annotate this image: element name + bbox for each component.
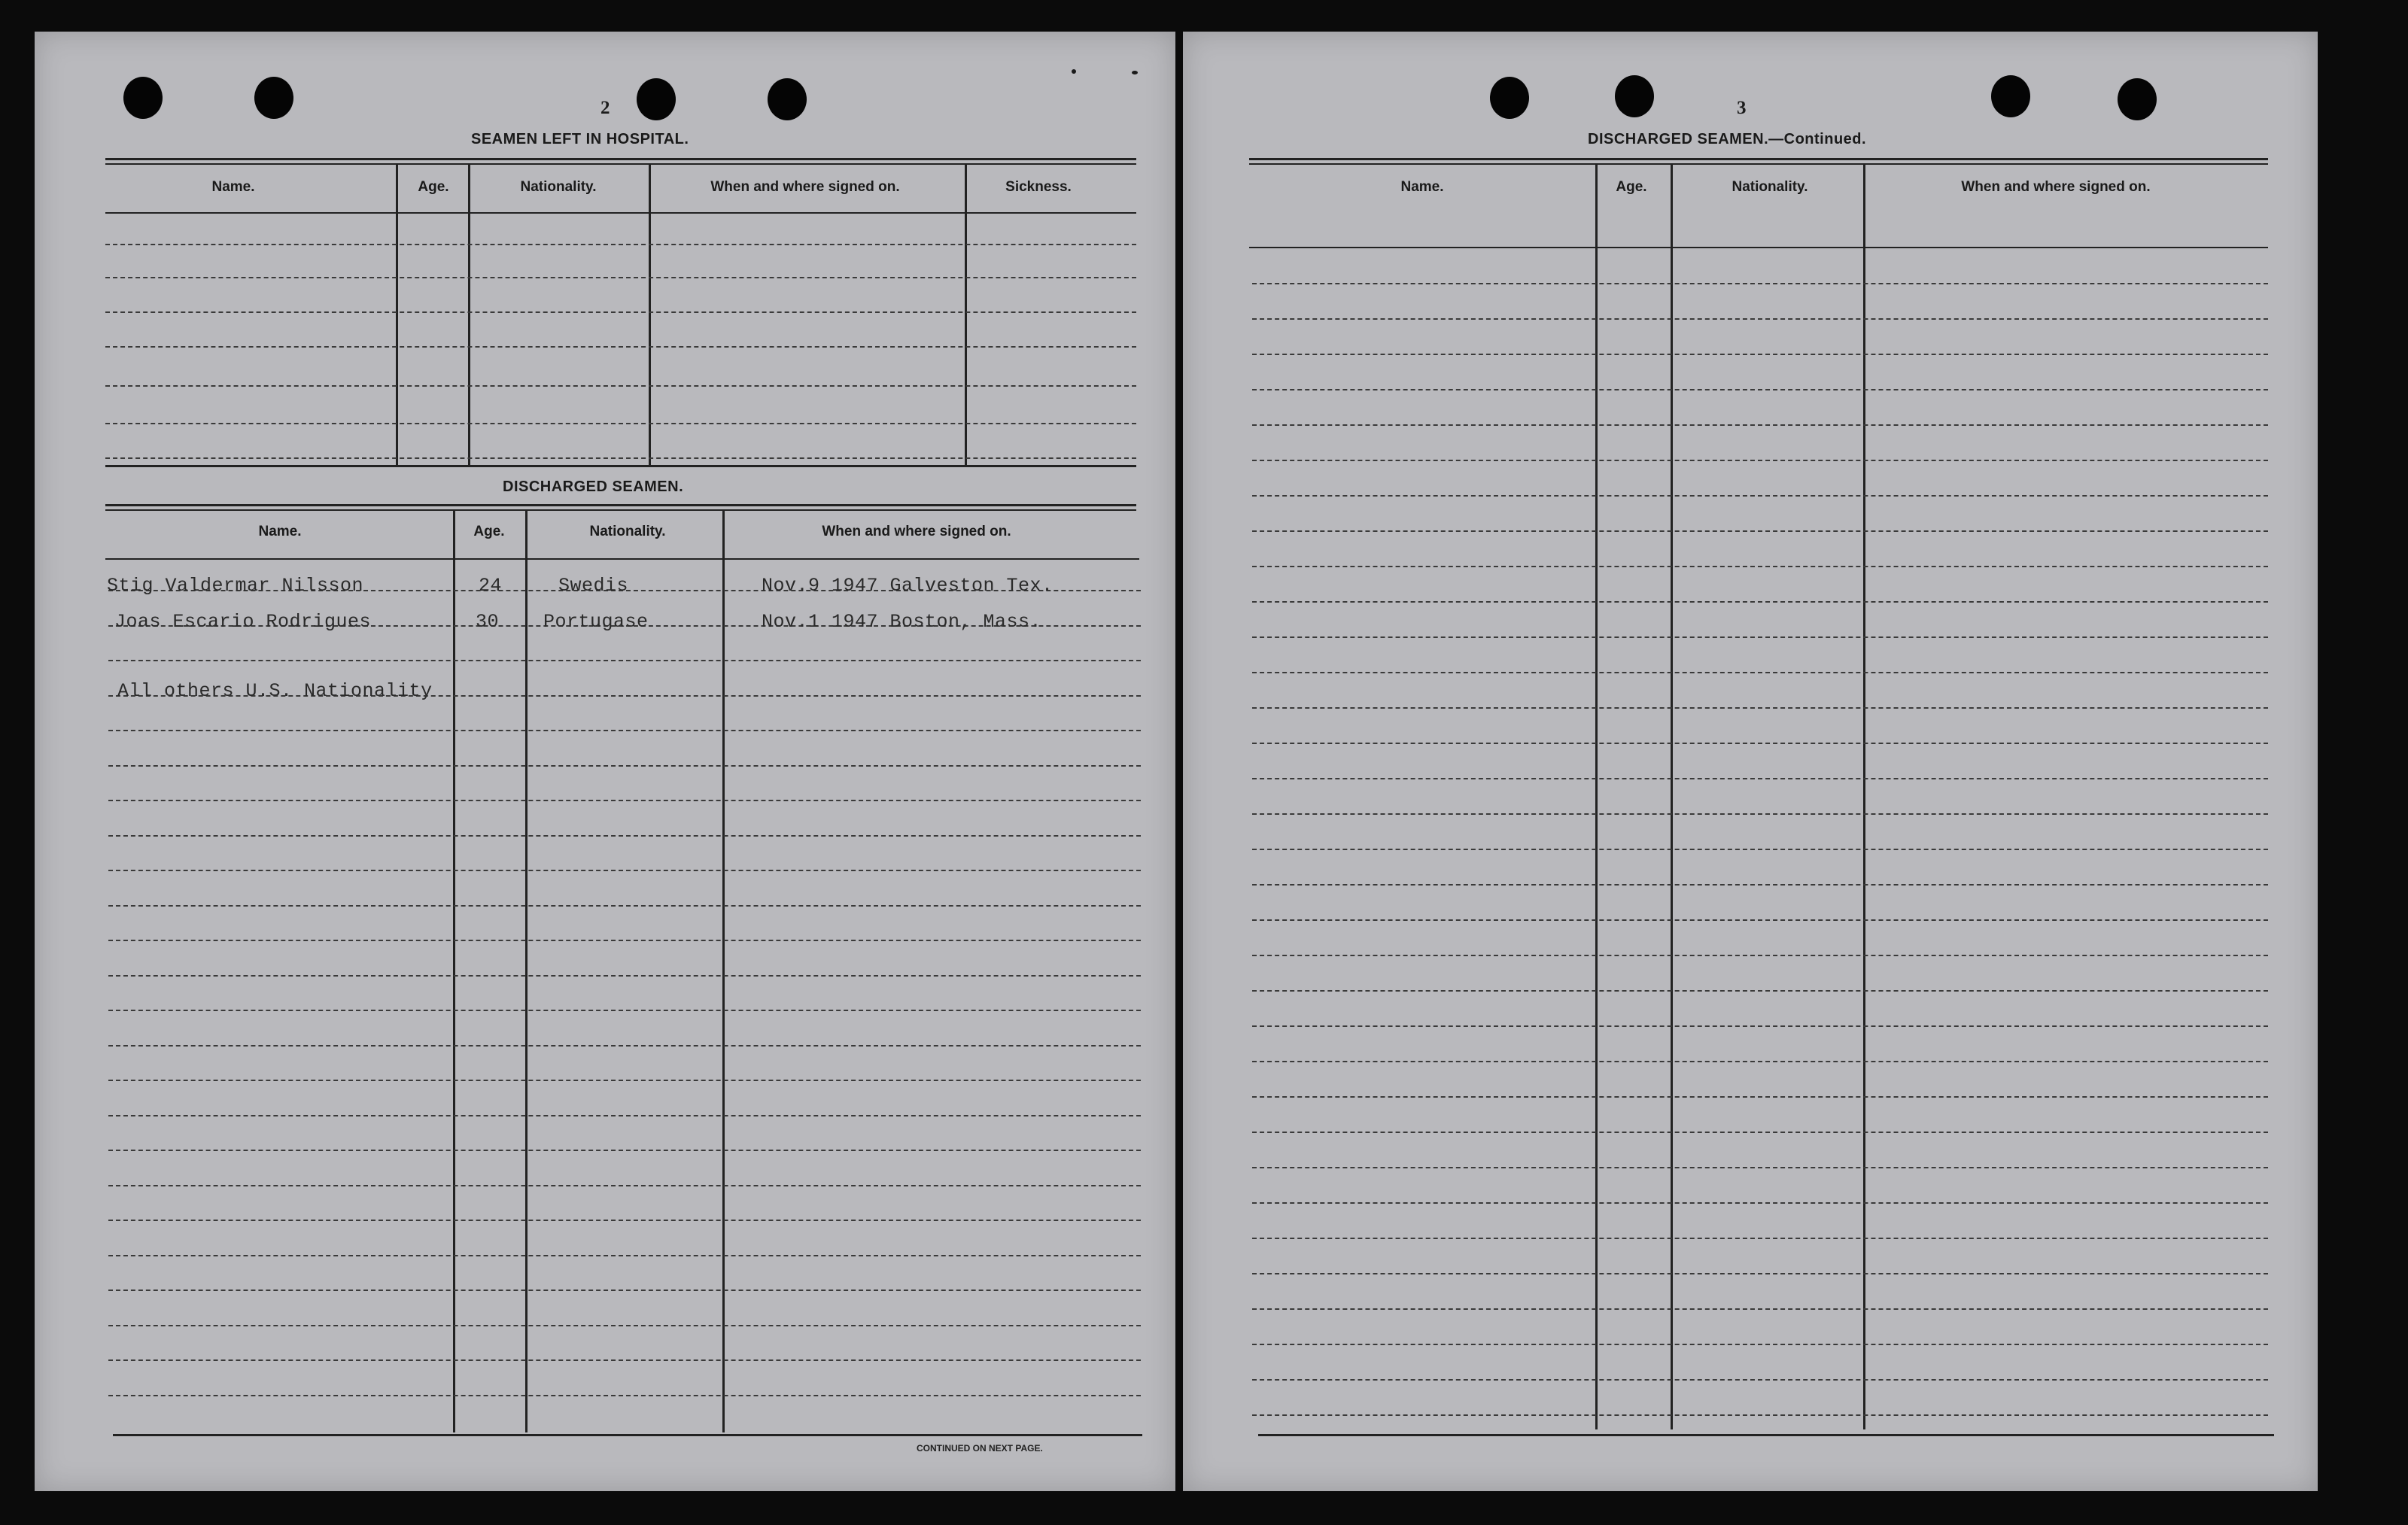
ruled-line (1252, 1061, 2268, 1062)
ruled-line (108, 1255, 1141, 1256)
col-header-age: Age. (473, 524, 505, 539)
ruled-line (108, 1290, 1141, 1291)
rule (113, 1434, 1142, 1436)
ruled-line (105, 385, 1136, 387)
rule (105, 212, 1136, 214)
ruled-line (1252, 389, 2268, 390)
ruled-line (1252, 743, 2268, 744)
ruled-line (108, 835, 1141, 837)
column-divider (453, 510, 455, 1432)
seaman-age: 30 (476, 611, 500, 633)
ruled-line (1252, 636, 2268, 638)
ruled-line (1252, 460, 2268, 461)
ruled-line (108, 1359, 1141, 1361)
rule (1258, 1434, 2274, 1436)
ruled-line (1252, 778, 2268, 779)
punch-hole (254, 77, 293, 119)
ruled-line (1252, 1132, 2268, 1133)
ruled-line (105, 457, 1136, 459)
ruled-line (108, 765, 1141, 767)
ruled-line (108, 1325, 1141, 1326)
ruled-line (108, 1150, 1141, 1151)
speck (1072, 69, 1076, 74)
column-divider (396, 164, 398, 465)
ruled-line (108, 730, 1141, 731)
ruled-line (1252, 1167, 2268, 1168)
speck (1132, 71, 1138, 74)
col-header-nationality: Nationality. (1732, 179, 1808, 195)
ruled-line (1252, 354, 2268, 355)
column-divider (649, 164, 651, 465)
col-header-sickness: Sickness. (1005, 179, 1072, 195)
page-number: 3 (1737, 98, 1747, 118)
ruled-line (108, 1010, 1141, 1011)
column-divider (468, 164, 470, 465)
ruled-line (108, 660, 1141, 661)
col-header-nationality: Nationality. (589, 524, 666, 539)
col-header-name: Name. (258, 524, 302, 539)
continued-note: CONTINUED ON NEXT PAGE. (917, 1443, 1043, 1454)
seaman-signed-on: Nov.9 1947 Galveston Tex. (762, 575, 1054, 597)
ruled-line (1252, 849, 2268, 850)
ruled-line (105, 244, 1136, 245)
ruled-line (1252, 1238, 2268, 1239)
punch-hole (637, 78, 676, 120)
rule (105, 158, 1136, 160)
ruled-line (1252, 707, 2268, 709)
ruled-line (1252, 530, 2268, 532)
nationality-note: All others U.S. Nationality (117, 680, 433, 702)
ruled-line (108, 975, 1141, 977)
col-header-signed-on: When and where signed on. (710, 179, 900, 195)
column-divider (965, 164, 967, 465)
ruled-line (1252, 1202, 2268, 1204)
column-divider (525, 510, 528, 1432)
punch-hole (1615, 75, 1654, 117)
seaman-nationality: Swedis (558, 575, 629, 597)
ruled-line (1252, 672, 2268, 673)
ruled-line (1252, 495, 2268, 497)
col-header-age: Age. (418, 179, 449, 195)
col-header-age: Age. (1616, 179, 1647, 195)
section-title: DISCHARGED SEAMEN.—Continued. (1588, 131, 1867, 147)
column-divider (722, 510, 725, 1432)
ruled-line (108, 940, 1141, 941)
ruled-line (1252, 1096, 2268, 1098)
left-page (35, 32, 1175, 1491)
ruled-line (105, 277, 1136, 278)
seaman-name: Stig Valdermar Nilsson (107, 575, 364, 597)
ruled-line (108, 1185, 1141, 1186)
hospital-section-title: SEAMEN LEFT IN HOSPITAL. (471, 131, 689, 147)
punch-hole (123, 77, 163, 119)
ruled-line (1252, 919, 2268, 921)
col-header-signed-on: When and where signed on. (1961, 179, 2151, 195)
ruled-line (108, 1080, 1141, 1081)
punch-hole (1991, 75, 2030, 117)
rule (105, 558, 1139, 560)
rule (1249, 163, 2268, 165)
ruled-line (1252, 1379, 2268, 1381)
col-header-name: Name. (1400, 179, 1444, 195)
ruled-line (1252, 283, 2268, 284)
rule (1249, 158, 2268, 160)
ruled-line (1252, 1344, 2268, 1345)
ruled-line (1252, 424, 2268, 426)
rule (105, 465, 1136, 467)
rule (105, 163, 1136, 165)
ruled-line (105, 423, 1136, 424)
seaman-age: 24 (479, 575, 503, 597)
ruled-line (1252, 884, 2268, 886)
seaman-nationality: Portugase (543, 611, 649, 633)
ruled-line (1252, 1273, 2268, 1274)
ruled-line (108, 1115, 1141, 1116)
discharged-section-title: DISCHARGED SEAMEN. (503, 478, 684, 495)
page-number: 2 (600, 98, 610, 118)
ruled-line (1252, 1308, 2268, 1310)
col-header-nationality: Nationality. (520, 179, 597, 195)
seaman-name: Joas Escario Rodrigues (114, 611, 372, 633)
col-header-name: Name. (211, 179, 255, 195)
right-page (1183, 32, 2318, 1491)
rule (1249, 247, 2268, 248)
rule (105, 504, 1136, 506)
ruled-line (1252, 990, 2268, 992)
col-header-signed-on: When and where signed on. (822, 524, 1011, 539)
ruled-line (108, 1395, 1141, 1396)
ruled-line (105, 311, 1136, 313)
ruled-line (108, 1045, 1141, 1047)
ruled-line (108, 1220, 1141, 1221)
ruled-line (1252, 1414, 2268, 1416)
punch-hole (2118, 78, 2157, 120)
ruled-line (108, 800, 1141, 801)
ruled-line (1252, 601, 2268, 603)
punch-hole (768, 78, 807, 120)
ruled-line (105, 346, 1136, 348)
ruled-line (1252, 1025, 2268, 1027)
punch-hole (1490, 77, 1529, 119)
ruled-line (1252, 813, 2268, 815)
seaman-signed-on: Nov.1 1947 Boston, Mass. (762, 611, 1042, 633)
rule (105, 509, 1136, 511)
ruled-line (108, 870, 1141, 871)
ruled-line (108, 905, 1141, 907)
ruled-line (1252, 566, 2268, 567)
ruled-line (1252, 955, 2268, 956)
ruled-line (1252, 318, 2268, 320)
